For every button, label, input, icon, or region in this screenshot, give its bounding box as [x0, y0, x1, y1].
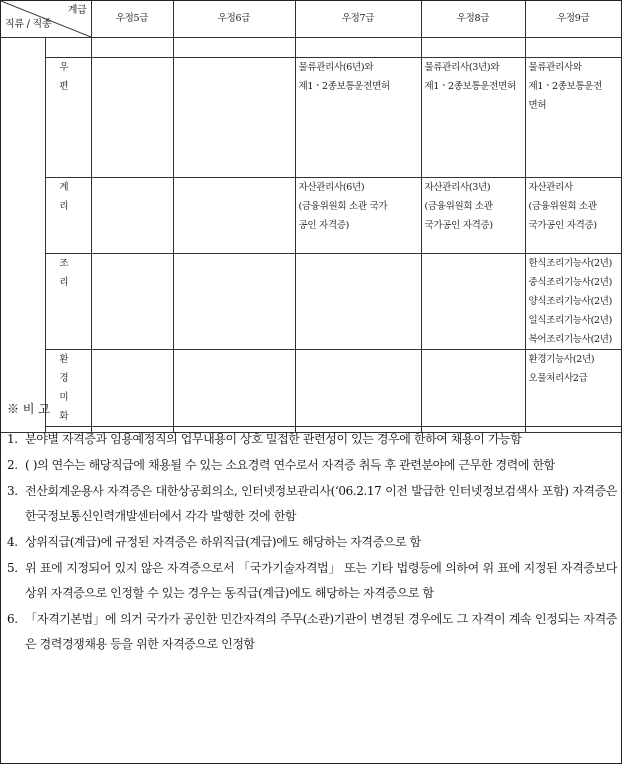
table-cell [91, 253, 173, 349]
table-cell [421, 349, 525, 426]
table-row [1, 253, 621, 349]
table-cell: 자산관리사(6년) (금융위원회 소관 국가 공인 자격증) [295, 177, 421, 253]
spacer-row [1, 37, 621, 57]
list-item [7, 479, 617, 529]
header-row [1, 1, 621, 37]
note-text: 상위직급(계급)에 규정된 자격증은 하위직급(계급)에도 해당하는 자격증으로 함 [25, 535, 421, 549]
table-cell: 자산관리사 (금융위원회 소관 국가공인 자격증) [525, 177, 621, 253]
table-cell [173, 57, 295, 177]
table-row [1, 177, 621, 253]
list-item [7, 607, 617, 657]
table-cell [173, 349, 295, 426]
corner-job-label: 직류 / 직종 [5, 18, 52, 30]
job-label-accounting: 계 리 [45, 177, 91, 253]
spacer-cell [91, 37, 173, 57]
note-number: 4. [7, 535, 18, 549]
spacer-cell [421, 37, 525, 57]
table-row [1, 349, 621, 426]
table-row [1, 57, 621, 177]
note-number: 3. [7, 484, 18, 498]
grade-header-9: 우정9급 [525, 1, 621, 37]
table-cell: 환경기능사(2년) 오물처리사2급 [525, 349, 621, 426]
table-cell [421, 253, 525, 349]
job-label-cooking: 조 리 [45, 253, 91, 349]
table-cell: 물류관리사(3년)와 제1ㆍ2종보통운전면허 [421, 57, 525, 177]
note-number: 1. [7, 432, 18, 446]
header-corner [1, 1, 91, 37]
list-item [7, 556, 617, 606]
list-item [7, 530, 617, 555]
job-label-postal: 우 편 [45, 57, 91, 177]
table-cell [173, 177, 295, 253]
spacer-cell [295, 37, 421, 57]
qualification-table [1, 1, 621, 433]
notes-title: ※ 비 고 [7, 402, 50, 416]
note-number: 5. [7, 561, 18, 575]
table-cell [173, 253, 295, 349]
note-text: 분야별 자격증과 임용예정직의 업무내용이 상호 밀접한 관련성이 있는 경우에 한하여 채용이 가능함 [25, 432, 522, 446]
table-cell [91, 177, 173, 253]
table-cell [91, 57, 173, 177]
note-text: ( )의 연수는 해당직급에 채용될 수 있는 소요경력 연수로서 자격증 취득 후 관련분야에 근무한 경력에 한함 [25, 458, 555, 472]
table-cell: 한식조리기능사(2년) 중식조리기능사(2년) 양식조리기능사(2년) 일식조리기능사(2년) 복어조리기능사(2년) [525, 253, 621, 349]
note-number: 2. [7, 458, 18, 472]
note-text: 「자격기본법」에 의거 국가가 공인한 민간자격의 주무(소관)기관이 변경된 경우에도 그 자격이 계속 인정되는 자격증은 경력경쟁채용 등을 위한 자격증으로 인정함 [25, 612, 617, 651]
grade-header-5: 우정5급 [91, 1, 173, 37]
table-cell [295, 253, 421, 349]
job-label-environment: 환 경 미 화 [45, 349, 91, 426]
note-text: 위 표에 지정되어 있지 않은 자격증으로서 「국가기술자격법」 또는 기타 법령등에 의하여 위 표에 지정된 자격증보다 상위 자격증으로 인정할 수 있는 경우는 동직급(계급)에도 해당하는 자격증으로 함 [25, 561, 617, 600]
note-text: 전산회계운용사 자격증은 대한상공회의소, 인터넷정보관리사(‘06.2.17 이전 발급한 인터넷정보검색사 포함) 자격증은 한국정보통신인력개발센터에서 각각 발행한 것에 한함 [25, 484, 617, 523]
table-cell: 자산관리사(3년) (금융위원회 소관 국가공인 자격증) [421, 177, 525, 253]
note-number: 6. [7, 612, 18, 626]
corner-grade-label: 계급 [67, 5, 87, 16]
left-blank-column [1, 37, 45, 432]
notes-list [7, 427, 617, 658]
table-cell [295, 349, 421, 426]
spacer-cell [173, 37, 295, 57]
table-cell [91, 349, 173, 426]
list-item [7, 427, 617, 452]
grade-header-8: 우정8급 [421, 1, 525, 37]
grade-header-6: 우정6급 [173, 1, 295, 37]
grade-header-7: 우정7급 [295, 1, 421, 37]
spacer-cell [45, 37, 91, 57]
spacer-cell [525, 37, 621, 57]
list-item [7, 453, 617, 478]
table-cell: 물류관리사(6년)와 제1ㆍ2종보통운전면허 [295, 57, 421, 177]
table-cell: 물류관리사와 제1ㆍ2종보통운전 면허 [525, 57, 621, 177]
